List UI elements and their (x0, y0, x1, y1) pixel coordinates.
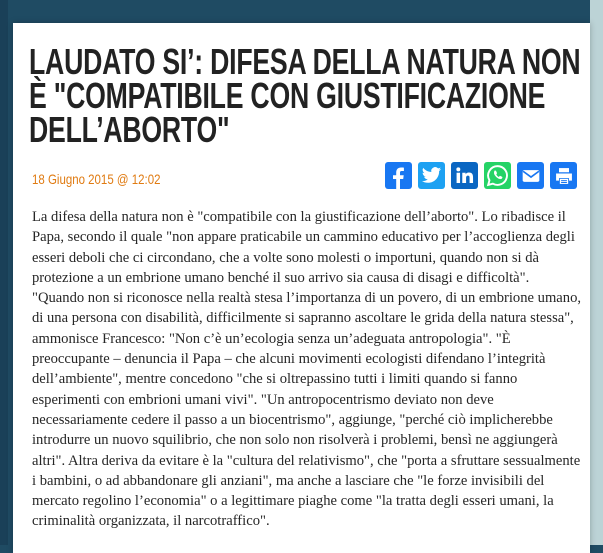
facebook-share-button[interactable] (385, 162, 412, 189)
article-body: La difesa della natura non è "compatibile con la giustificazione dell’aborto". Lo ribadisce il Papa, secondo il quale "non appare praticabile un cammino educativo per l’accoglienza degli esseri deboli che ci circondano, che a volte sono molesti o importuni, quando non si dà protezione a un embrione umano benché il suo arrivo sia causa di disagi e difficoltà". "Quando non si riconosce nella realtà stesa l’importanza di un povero, di un embrione umano, di una persona con disabilità, difficilmente si sapranno ascoltare le grida della natura stessa", ammonisce Francesco: "Non c’è un’ecologia senza un’adeguata antropologia". "È preoccupante – denuncia il Papa – che alcuni movimenti ecologisti difendano l’integrità dell’ambiente", mentre concedono "che si oltrepassino tutti i limiti quando si fanno esperimenti con embrioni umani vivi". "Un antropocentrismo deviato non deve necessariamente cedere il passo a un biocentrismo", aggiunge, "perché ciò implicherebbe introdurre un nuovo squilibrio, che non solo non risolverà i problemi, bensì ne aggiungerà altri". Altra deriva da evitare è la "cultura del relativismo", che "porta a sfruttare sessualmente i bambini, o ad abbandonare gli anziani", ma anche a lasciare che "le forze invisibili del mercato regolino l’economia" o a legittimare piaghe come "la tratta degli esseri umani, la criminalità organizzata, il narcotraffico". (32, 209, 582, 530)
twitter-icon (421, 165, 442, 186)
linkedin-icon (455, 166, 474, 185)
page-background-left (0, 0, 8, 545)
print-share-button[interactable] (550, 162, 577, 189)
twitter-share-button[interactable] (418, 162, 445, 189)
print-icon (554, 166, 574, 186)
share-buttons (385, 162, 577, 189)
email-icon (521, 166, 541, 186)
page-background-right (590, 0, 603, 545)
linkedin-share-button[interactable] (451, 162, 478, 189)
article-meta (32, 162, 587, 196)
whatsapp-share-button[interactable] (484, 162, 511, 189)
email-share-button[interactable] (517, 162, 544, 189)
article-date: 18 Giugno 2015 @ 12:02 (32, 171, 161, 187)
article-title: LAUDATO SI’: DIFESA DELLA NATURA NON È "COMPATIBILE CON GIUSTIFICAZIONE DELL’ABORTO" (29, 41, 581, 150)
whatsapp-icon (486, 164, 509, 187)
facebook-icon (385, 162, 412, 189)
article-card (13, 23, 590, 553)
